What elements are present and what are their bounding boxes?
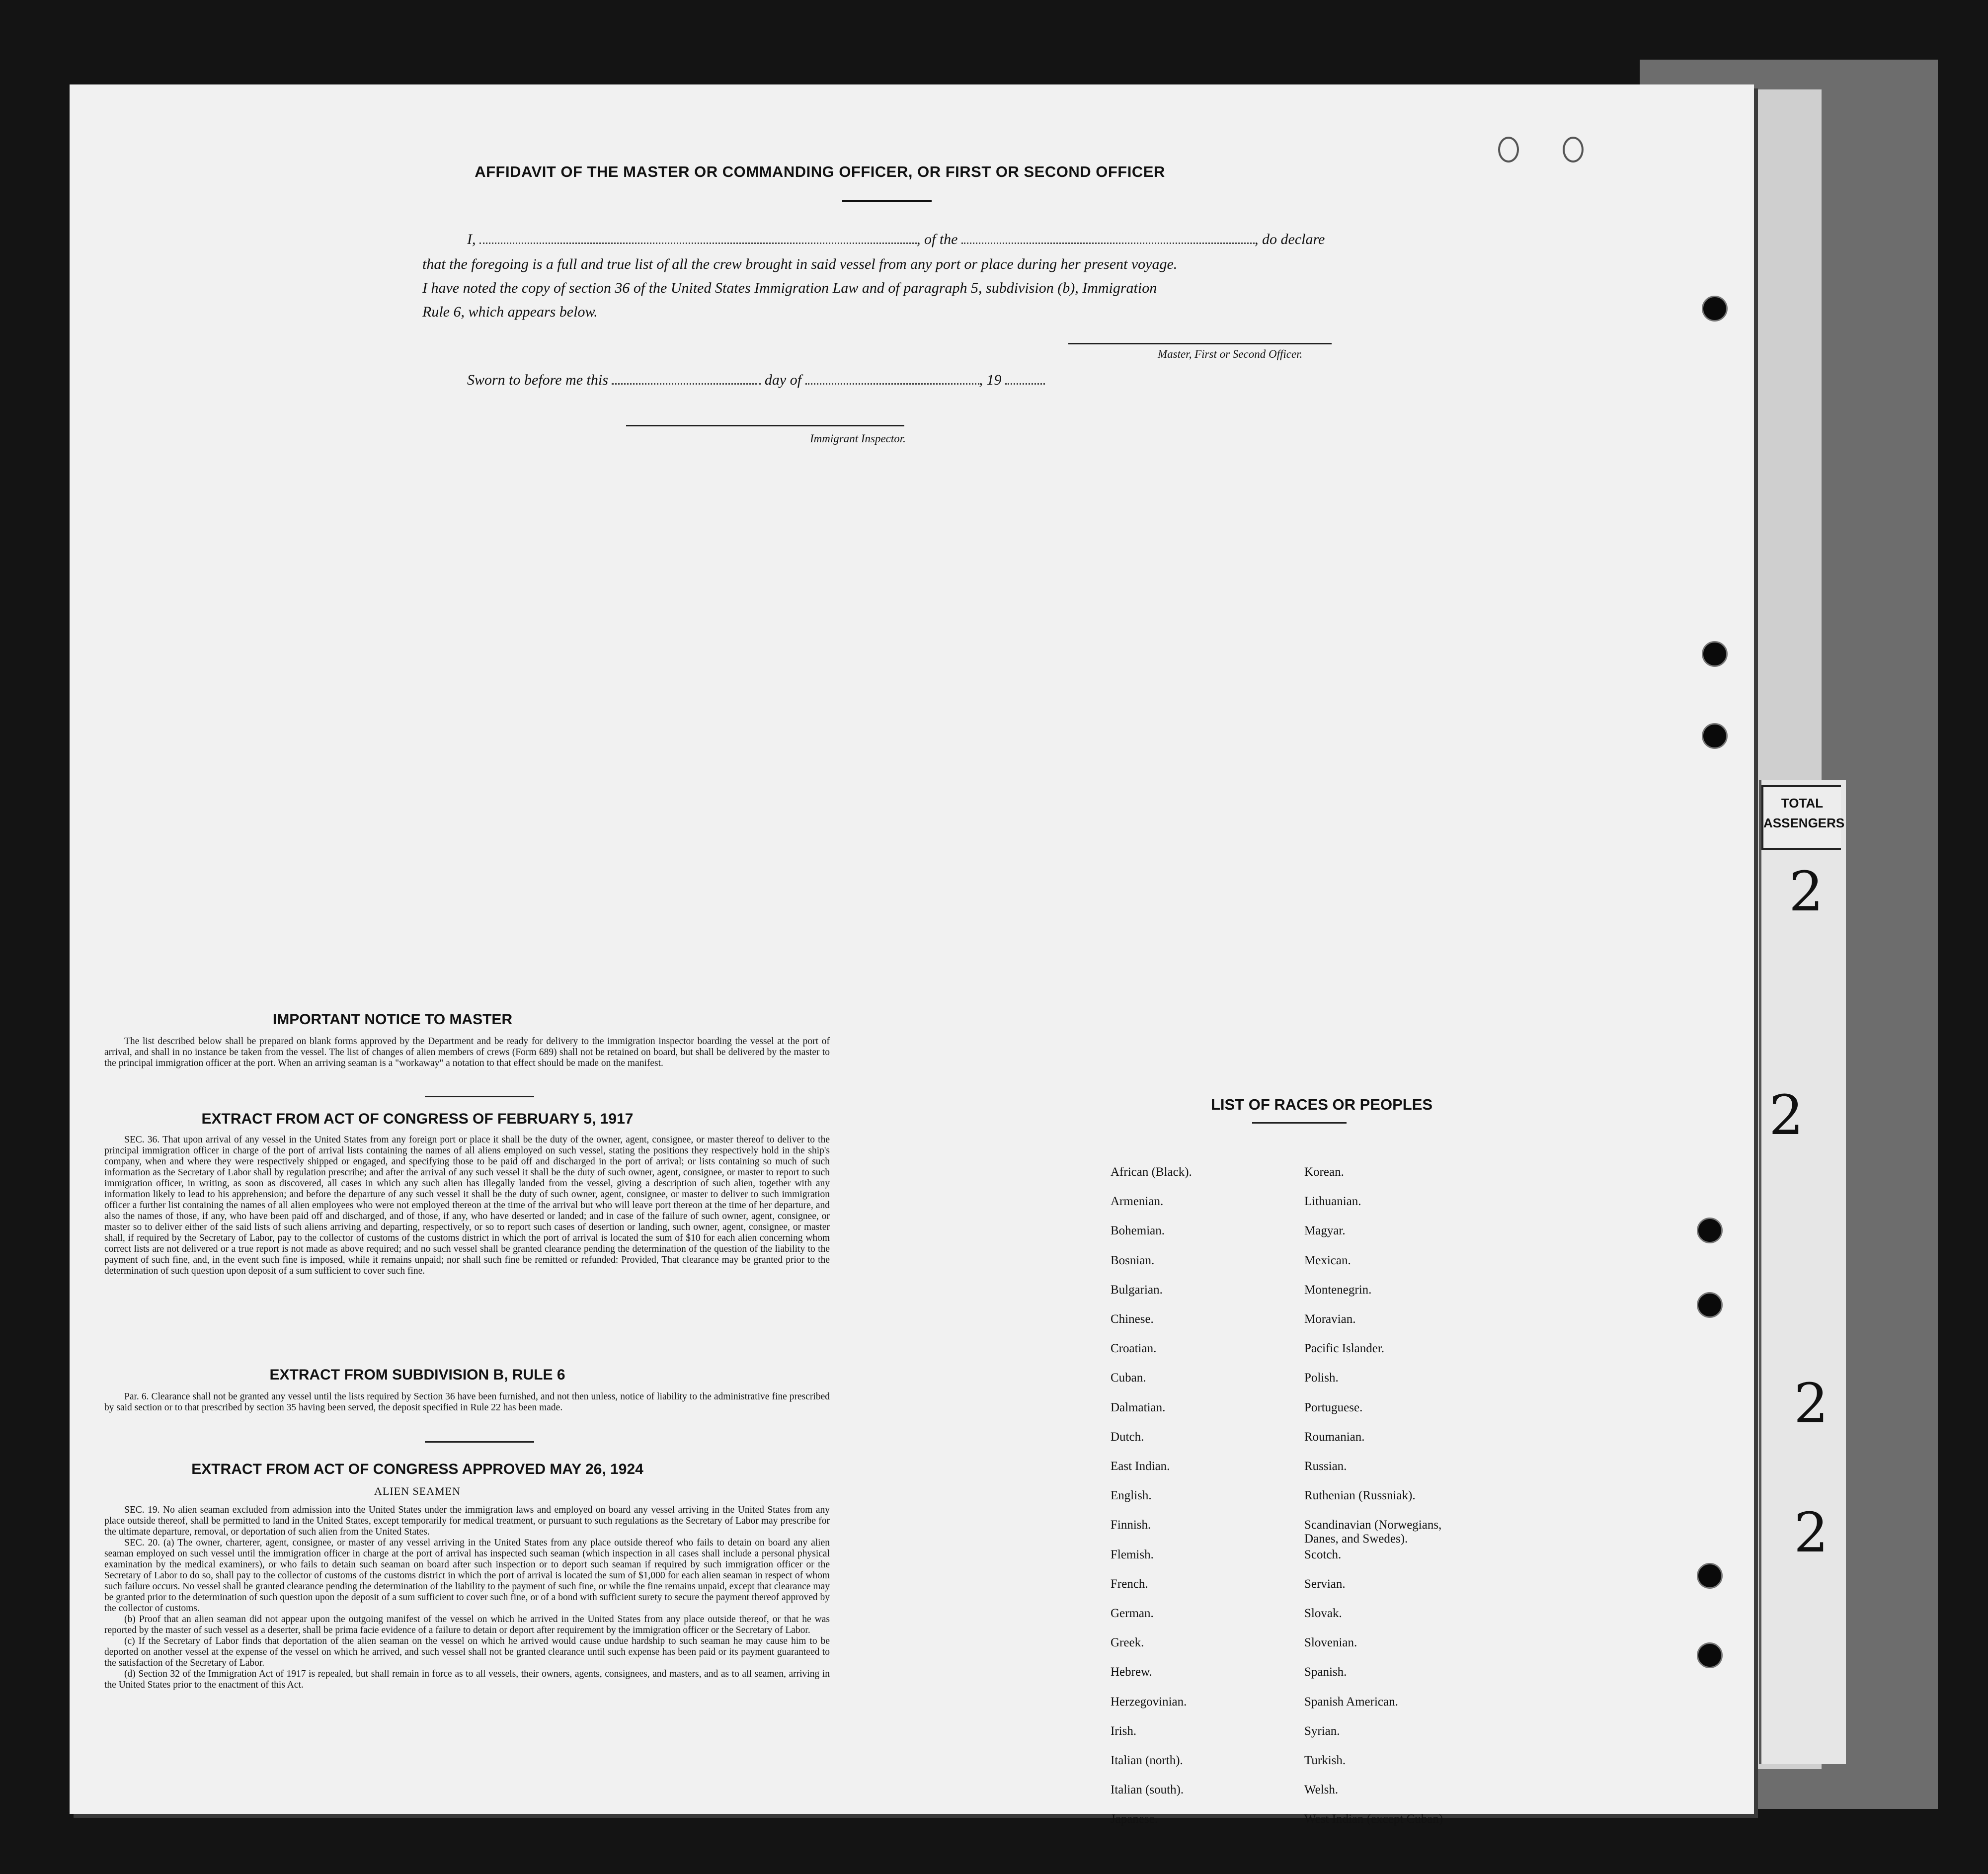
notice-paragraph: The list described below shall be prepared on blank forms approved by the Department and be ready for delivery to the immigration inspector boarding the vessel at the port of arrival, and shall in no instance be taken from the vessel. The list of changes of alien members of crews (Form 689) shall not be retained on board, but shall be delivered by the master to the principal immigration officer at the port. When an arriving seaman is a "workaway" a notation to that effect should be made on the manifest. (104, 1036, 830, 1068)
race-item: Roumanian. (1304, 1430, 1365, 1444)
total-label: TOTAL (1781, 796, 1824, 811)
race-item: Herzegovinian. (1111, 1695, 1187, 1709)
race-item: Syrian. (1304, 1724, 1340, 1738)
race-item: Turkish. (1304, 1754, 1346, 1767)
race-item: West Indian (except Cuban) (1304, 1812, 1443, 1826)
form-page (70, 84, 1754, 1826)
punch-hole (1697, 1218, 1723, 1243)
race-item: Dutch. (1111, 1430, 1144, 1444)
race-item: Lithuanian. (1304, 1195, 1361, 1208)
declaration-text: that the foregoing is a full and true list of all the crew brought in said vessel from any port or place during her present voyage. (422, 256, 1178, 272)
section-rule (425, 1441, 534, 1443)
race-item: Armenian. (1111, 1195, 1164, 1208)
punch-hole (1697, 1563, 1723, 1589)
alien-seamen-subtitle: ALIEN SEAMEN (374, 1485, 461, 1497)
sworn-day-field[interactable] (612, 372, 761, 385)
extract-1924-title: EXTRACT FROM ACT OF CONGRESS APPROVED MAY 26, 1924 (191, 1461, 643, 1477)
extract-1917-title: EXTRACT FROM ACT OF CONGRESS OF FEBRUARY 5, 1917 (201, 1111, 634, 1127)
race-item: Pacific Islander. (1304, 1342, 1385, 1355)
punch-hole (1697, 1292, 1723, 1318)
race-item: Irish. (1111, 1724, 1137, 1738)
rule6-paragraph: Par. 6. Clearance shall not be granted any vessel until the lists required by Section 36 have been furnished, and not then unless, notice of liability to the administrative fine prescribed by said section or to that prescribed by section 35 having been served, the deposit specified in Rule 22 has been made. (104, 1391, 830, 1413)
races-rule (1252, 1122, 1347, 1124)
race-item: Croatian. (1111, 1342, 1157, 1355)
punch-hole (1563, 137, 1584, 163)
punch-hole (1697, 1642, 1723, 1668)
extract-1924-paragraph: SEC. 19. No alien seaman excluded from admission into the United States under the immigration laws and employed on board any vessel arriving in the United States from any place outside thereof, shall be permitted to land in the United States, except temporarily for medical treatment, or pursuant to such regulations as the Secretary of Labor may prescribe for the ultimate departure, removal, or deportation of such alien from the United States. (104, 1505, 830, 1537)
race-item: Slovak. (1304, 1607, 1342, 1620)
race-item: Italian (north). (1111, 1754, 1183, 1767)
extract-1924-paragraph: (d) Section 32 of the Immigration Act of 1917 is repealed, but shall remain in force as to all vessels, their owners, agents, consignees, and masters, and as to all seamen, arriving in the United States prior to the enactment of this Act. (104, 1669, 830, 1690)
vessel-name-field[interactable] (961, 232, 1255, 244)
notice-body (104, 1036, 830, 1069)
race-item: Bosnian. (1111, 1254, 1155, 1267)
race-item: Dalmatian. (1111, 1401, 1166, 1414)
race-item: Spanish. (1304, 1665, 1347, 1679)
race-item: Flemish. (1111, 1548, 1154, 1561)
inspector-signature-label: Immigrant Inspector. (810, 432, 906, 445)
tally-mark: 2 (1789, 860, 1824, 923)
declaration-line (467, 231, 1325, 248)
race-item: Magyar. (1304, 1224, 1346, 1237)
sworn-line (467, 372, 1045, 389)
punch-hole (1702, 641, 1728, 667)
punch-hole (1498, 137, 1519, 163)
affidavit-title: AFFIDAVIT OF THE MASTER OR COMMANDING OFFICER, OR FIRST OR SECOND OFFICER (475, 163, 1165, 180)
race-item: Korean. (1304, 1165, 1344, 1179)
side-tally-card (1759, 780, 1846, 1764)
sworn-year-label: , 19 (979, 372, 1002, 388)
sworn-prefix: Sworn to before me this (467, 372, 608, 388)
race-item: Japanese. (1111, 1812, 1158, 1826)
race-item: Scandinavian (Norwegians, Danes, and Swedes). (1304, 1518, 1442, 1546)
race-item: Scotch. (1304, 1548, 1342, 1561)
extract-1924-paragraph: (b) Proof that an alien seaman did not appear upon the outgoing manifest of the vessel on which he arrived in the United States from any place outside thereof, or that he was reported by the master of such vessel as a deserter, shall be prima facie evidence of a failure to detain or deport after requirement by the immigration officer or the Secretary of Labor. (104, 1614, 830, 1635)
sworn-year-field[interactable] (1005, 372, 1045, 385)
sworn-day-label: day of (764, 372, 802, 388)
master-signature-line[interactable] (1068, 343, 1332, 344)
rule6-body (104, 1391, 830, 1413)
extract-1917-paragraph: SEC. 36. That upon arrival of any vessel in the United States from any foreign port or place it shall be the duty of the owner, agent, consignee, or master thereof to deliver to the principal immigration officer in charge of the port of arrival lists containing the names of all aliens employed on such vessel, stating the positions they respectively hold in the ship's company, when and where they were respectively shipped or engaged, and specifying those to be paid off and discharged in the port of arrival; or lists containing so much of such information as the Secretary of Labor shall by regulation prescribe; and after the arrival of any such vessel it shall be the duty of such owner, agent, consignee, or master to report to such immigration officer, in writing, as soon as discovered, all cases in which any such alien has illegally landed from the vessel, giving a description of such alien, together with any information likely to lead to his apprehension; and before the departure of any such vessel it shall be the duty of such owner, agent, consignee, or master to deliver to such immigration officer a further list containing the names of all alien employees who were not employed thereon at the time of the arrival but who will leave port thereon at the time of her departure, and also the names of those, if any, who have been paid off and discharged, and of those, if any, who have deserted or landed; and in case of the failure of such owner, agent, consignee, or master so to deliver either of the said lists of such aliens arriving and departing, respectively, or so to report such cases of desertion or landing, such owner, agent, consignee, or master shall, if required by the Secretary of Labor, pay to the collector of customs of the customs district in which the port of arrival is located the sum of $10 for each alien concerning whom correct lists are not delivered or a true report is not made as above required; and no such vessel shall be granted clearance pending the determination of the question of the liability to the payment of such fine, and, in the event such fine is imposed, while it remains unpaid; nor shall such fine be remitted or refunded: Provided, That clearance may be granted prior to the determination of such question upon deposit of a sum sufficient to cover such fine. (104, 1135, 830, 1276)
declare-suffix: , do declare (1255, 231, 1325, 247)
race-item: Mexican. (1304, 1254, 1351, 1267)
vessel-prefix: , of the (917, 231, 958, 247)
race-item: Finnish. (1111, 1518, 1151, 1532)
notice-title: IMPORTANT NOTICE TO MASTER (272, 1011, 513, 1028)
race-item: Polish. (1304, 1371, 1339, 1385)
passengers-label: ASSENGERS (1763, 815, 1845, 830)
sworn-month-field[interactable] (805, 372, 979, 385)
section-rule (425, 1096, 534, 1097)
race-item: Spanish American. (1304, 1695, 1398, 1709)
race-item: Bulgarian. (1111, 1283, 1163, 1297)
title-rule (842, 200, 932, 202)
race-item: Welsh. (1304, 1783, 1339, 1796)
declarant-prefix: I, (467, 231, 476, 247)
rule6-title: EXTRACT FROM SUBDIVISION B, RULE 6 (269, 1367, 565, 1383)
race-item: Cuban. (1111, 1371, 1146, 1385)
race-item: Russian. (1304, 1460, 1347, 1473)
race-item: Bohemian. (1111, 1224, 1165, 1237)
declarant-name-field[interactable] (479, 232, 917, 244)
race-item: Hebrew. (1111, 1665, 1152, 1679)
race-item: Montenegrin. (1304, 1283, 1372, 1297)
race-item: Moravian. (1304, 1312, 1356, 1326)
tally-mark: 2 (1794, 1372, 1829, 1435)
total-passengers-box (1761, 785, 1845, 850)
race-item: French. (1111, 1577, 1148, 1591)
race-item: Servian. (1304, 1577, 1346, 1591)
race-item: English. (1111, 1489, 1152, 1502)
race-item: Ruthenian (Russniak). (1304, 1489, 1416, 1502)
extract-1924-body (104, 1505, 830, 1691)
race-item: East Indian. (1111, 1460, 1170, 1473)
declaration-text: Rule 6, which appears below. (422, 304, 598, 320)
races-title: LIST OF RACES OR PEOPLES (1210, 1096, 1433, 1113)
race-item: Greek. (1111, 1636, 1144, 1649)
extract-1924-paragraph: (c) If the Secretary of Labor finds that deportation of the alien seaman on the vessel on which he arrived would cause undue hardship to such seaman he may cause him to be deported on another vessel at the expense of the vessel on which he arrived, and such vessel shall not be granted clearance until such expense has been paid or its payment guaranteed to the satisfaction of the Secretary of Labor. (104, 1636, 830, 1668)
race-item: Portuguese. (1304, 1401, 1363, 1414)
tally-mark: 2 (1769, 1083, 1804, 1147)
extract-1917-body (104, 1135, 830, 1277)
declaration-text: I have noted the copy of section 36 of the United States Immigration Law and of paragraph 5, subdivision (b), Immigration (422, 280, 1157, 296)
race-item: African (Black). (1111, 1165, 1192, 1179)
inspector-signature-line[interactable] (626, 425, 904, 426)
punch-hole (1702, 296, 1728, 322)
tally-mark: 2 (1794, 1501, 1829, 1564)
extract-1924-paragraph: SEC. 20. (a) The owner, charterer, agent, consignee, or master of any vessel arriving in the United States from any place outside thereof who fails to detain on board any alien seaman employed on such vessel until the immigration officer in charge at the port of arrival has inspected such seaman (which inspection in all cases shall include a personal physical examination by the medical examiners), or who fails to detain such seaman on board after such inspection or to deport such seaman if required by such immigration officer or the Secretary of Labor to do so, shall pay to the collector of customs of the customs district in which the port of arrival is located the sum of $1,000 for each alien seaman in respect of whom such failure occurs. No vessel shall be granted clearance pending the determination of the liability to the payment of such fine, or while the fine remains unpaid, except that clearance may be granted prior to the determination of such question upon the deposit of a sum sufficient to cover such fine, or of a bond with sufficient surety to secure the payment thereof approved by the collector of customs. (104, 1538, 830, 1614)
race-item: German. (1111, 1607, 1154, 1620)
race-item: Chinese. (1111, 1312, 1154, 1326)
punch-hole (1702, 723, 1728, 749)
race-item: Slovenian. (1304, 1636, 1357, 1649)
master-signature-label: Master, First or Second Officer. (1158, 348, 1303, 360)
race-item: Italian (south). (1111, 1783, 1184, 1796)
